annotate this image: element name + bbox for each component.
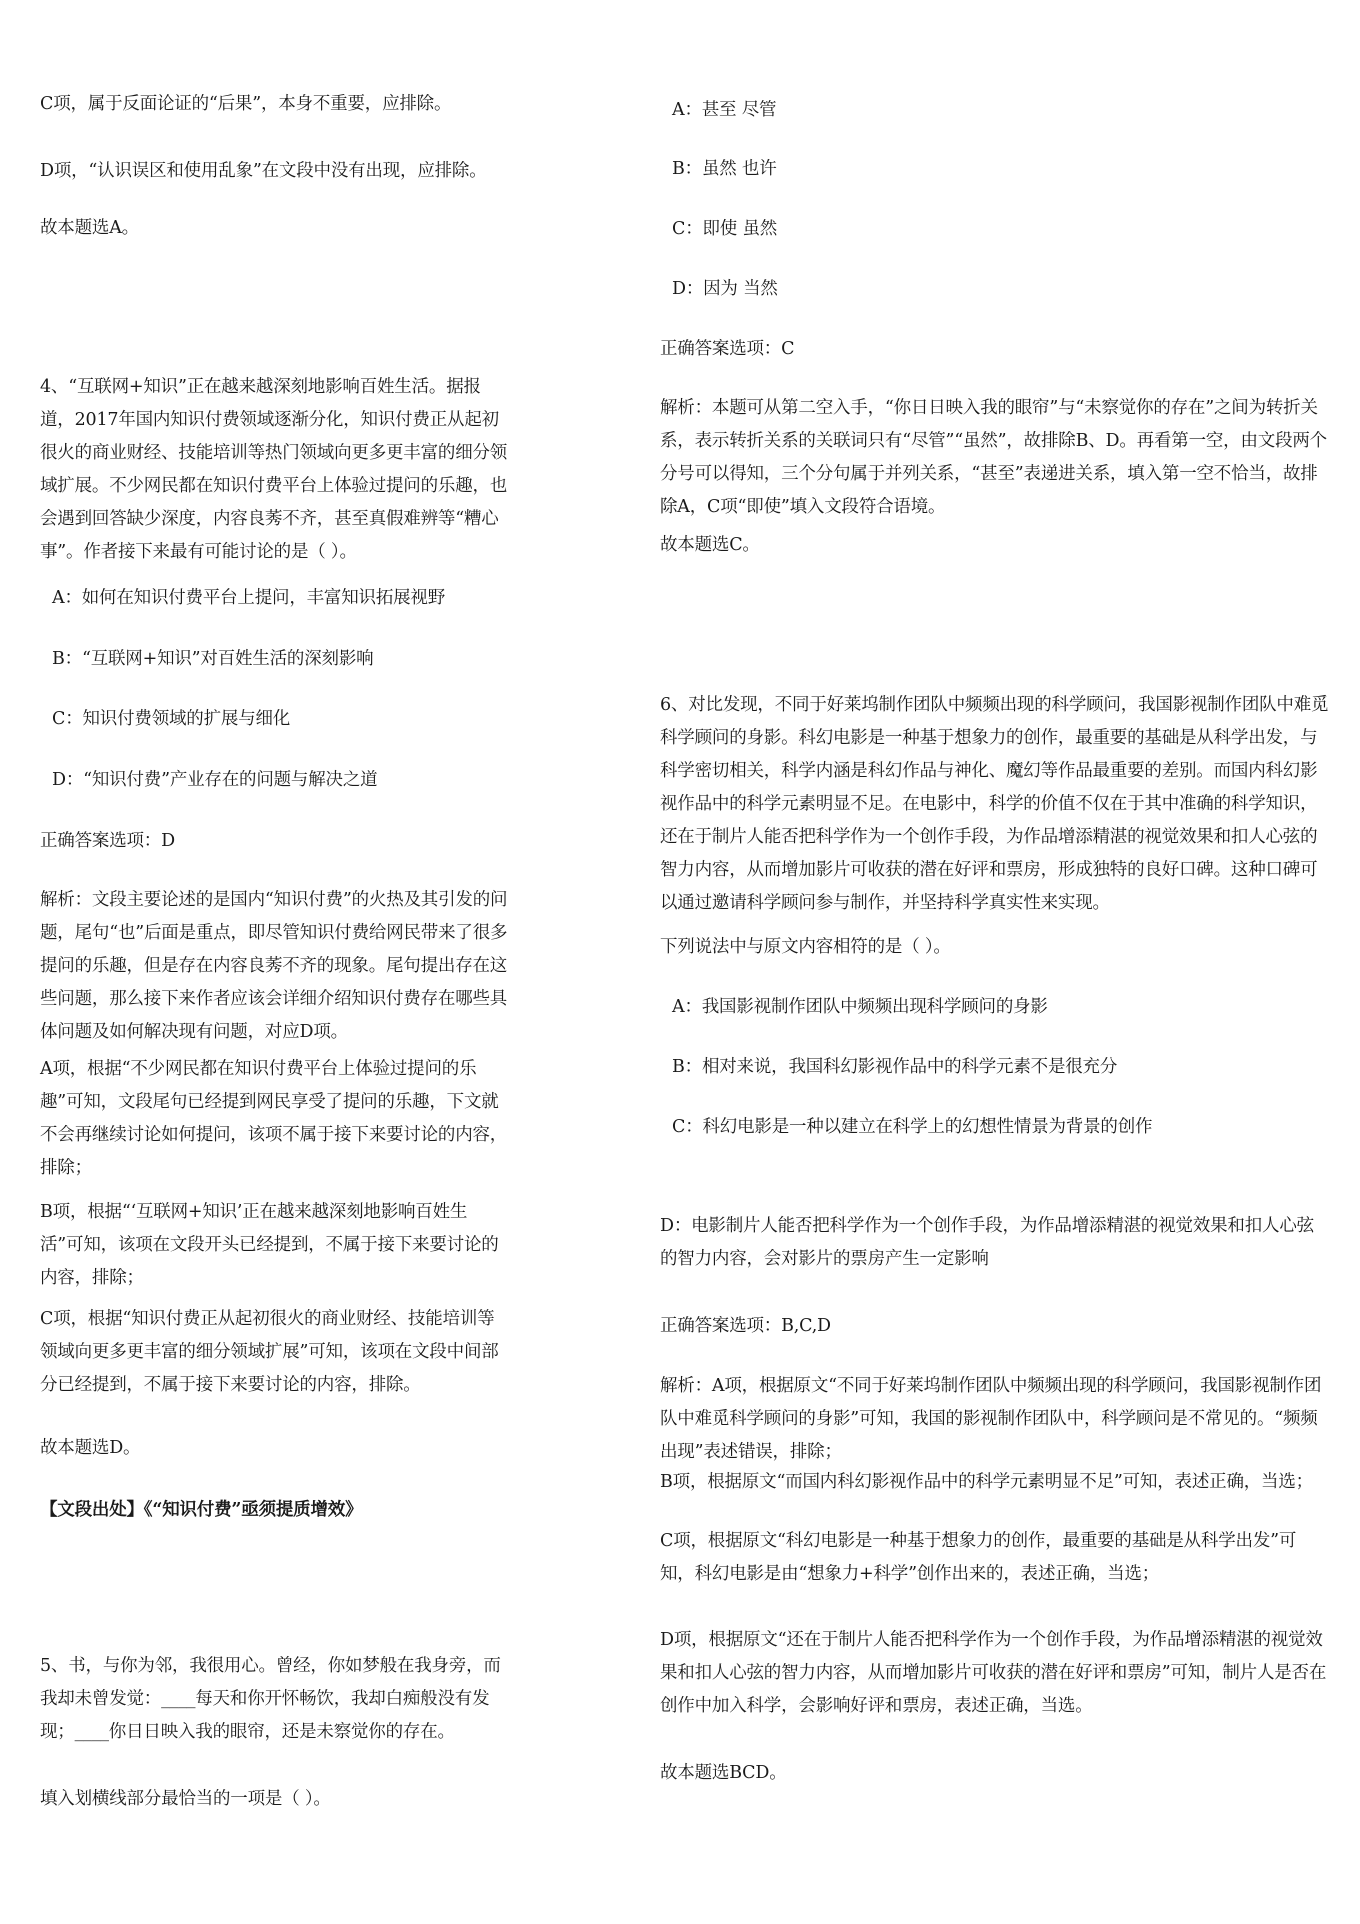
q4-option-a: A：如何在知识付费平台上提问，丰富知识拓展视野 — [52, 588, 446, 608]
q5-stem: 5、书，与你为邻，我很用心。曾经，你如梦般在我身旁，而我却未曾发觉：____每天和你开怀畅饮，我却白痴般没有发现；____你日日映入我的眼帘，还是未察觉你的存在。 — [40, 1656, 501, 1742]
q4-analysis: 解析：文段主要论述的是国内“知识付费”的火热及其引发的问题，尾句“也”后面是重点，即尽管知识付费给网民带来了很多提问的乐趣，但是存在内容良莠不齐的现象。尾句提出存在这些问题，那么接下来作者应该会详细介绍知识付费存在哪些具体问题及如何解决现有问题，对应D项。 — [40, 890, 508, 1042]
q5-conclusion: 故本题选C。 — [660, 535, 760, 555]
q6-option-a: A：我国影视制作团队中频频出现科学顾问的身影 — [672, 997, 1048, 1017]
q4-source: 【文段出处】《“知识付费”亟须提质增效》 — [40, 1500, 363, 1520]
q4-b-note: B项，根据“‘互联网+知识’正在越来越深刻地影响百姓生活”可知，该项在文段开头已经提到，不属于接下来要讨论的内容，排除； — [40, 1202, 499, 1288]
q5-answer: 正确答案选项：C — [660, 339, 795, 359]
q5-analysis: 解析：本题可从第二空入手，“你日日映入我的眼帘”与“未察觉你的存在”之间为转折关系，表示转折关系的关联词只有“尽管”“虽然”，故排除B、D。再看第一空，由文段两个分号可以得知，三个分句属于并列关系，“甚至”表递进关系，填入第一空不恰当，故排除A，C项“即使”填入文段符合语境。 — [660, 398, 1327, 517]
q5-option-b: B：虽然 也许 — [672, 159, 777, 179]
q4-stem: 4、“互联网+知识”正在越来越深刻地影响百姓生活。据报道，2017年国内知识付费领域逐渐分化，知识付费正从起初很火的商业财经、技能培训等热门领域向更多更丰富的细分领域扩展。不少网民都在知识付费平台上体验过提问的乐趣，也会遇到回答缺少深度，内容良莠不齐，甚至真假难辨等“糟心事”。作者接下来最有可能讨论的是（ ）。 — [40, 377, 508, 562]
q4-option-b: B：“互联网+知识”对百姓生活的深刻影响 — [52, 649, 374, 669]
q6-option-d: D：电影制片人能否把科学作为一个创作手段，为作品增添精湛的视觉效果和扣人心弦的智力内容，会对影片的票房产生一定影响 — [660, 1216, 1314, 1269]
q6-stem: 6、对比发现，不同于好莱坞制作团队中频频出现的科学顾问，我国影视制作团队中难觅科学顾问的身影。科幻电影是一种基于想象力的创作，最重要的基础是从科学出发，与科学密切相关，科学内涵是科幻作品与神化、魔幻等作品最重要的差别。而国内科幻影视作品中的科学元素明显不足。在电影中，科学的价值不仅在于其中准确的科学知识，还在于制片人能否把科学作为一个创作手段，为作品增添精湛的视觉效果和扣人心弦的智力内容，从而增加影片可收获的潜在好评和票房，形成独特的良好口碑。这种口碑可以通过邀请科学顾问参与制作，并坚持科学真实性来实现。 — [660, 695, 1329, 913]
q4-conclusion: 故本题选D。 — [40, 1438, 141, 1458]
q5-instruction: 填入划横线部分最恰当的一项是（ ）。 — [40, 1789, 331, 1809]
q4-option-c: C：知识付费领域的扩展与细化 — [52, 709, 291, 729]
q6-analysis-b: B项，根据原文“而国内科幻影视作品中的科学元素明显不足”可知，表述正确，当选； — [660, 1472, 1313, 1492]
q5-option-d: D：因为 当然 — [672, 279, 778, 299]
q4-a-note: A项，根据“不少网民都在知识付费平台上体验过提问的乐趣”可知，文段尾句已经提到网民享受了提问的乐趣，下文就不会再继续讨论如何提问，该项不属于接下来要讨论的内容，排除； — [40, 1059, 508, 1178]
q5-option-c: C：即使 虽然 — [672, 219, 778, 239]
q3-conclusion: 故本题选A。 — [40, 218, 139, 238]
q6-conclusion: 故本题选BCD。 — [660, 1763, 787, 1783]
q4-option-d: D：“知识付费”产业存在的问题与解决之道 — [52, 770, 378, 790]
left-paragraph-c-note: C项，属于反面论证的“后果”，本身不重要，应排除。 — [40, 94, 452, 114]
q6-analysis-a: 解析：A项，根据原文“不同于好莱坞制作团队中频频出现的科学顾问，我国影视制作团队中难觅科学顾问的身影”可知，我国的影视制作团队中，科学顾问是不常见的。“频频出现”表述错误，排除； — [660, 1376, 1322, 1462]
q6-option-b: B：相对来说，我国科幻影视作品中的科学元素不是很充分 — [672, 1057, 1118, 1077]
left-paragraph-d-note: D项，“认识误区和使用乱象”在文段中没有出现，应排除。 — [40, 161, 487, 181]
q5-option-a: A：甚至 尽管 — [672, 100, 777, 120]
q4-answer: 正确答案选项：D — [40, 831, 175, 851]
q4-c-note: C项，根据“知识付费正从起初很火的商业财经、技能培训等领域向更多更丰富的细分领域扩展”可知，该项在文段中间部分已经提到，不属于接下来要讨论的内容，排除。 — [40, 1309, 499, 1395]
q6-option-c: C：科幻电影是一种以建立在科学上的幻想性情景为背景的创作 — [672, 1117, 1153, 1137]
q6-analysis-c: C项，根据原文“科幻电影是一种基于想象力的创作，最重要的基础是从科学出发”可知，科幻电影是由“想象力+科学”创作出来的，表述正确，当选； — [660, 1531, 1297, 1584]
q6-instruction: 下列说法中与原文内容相符的是（ ）。 — [660, 937, 951, 957]
q6-analysis-d: D项，根据原文“还在于制片人能否把科学作为一个创作手段，为作品增添精湛的视觉效果和扣人心弦的智力内容，从而增加影片可收获的潜在好评和票房”可知，制片人是否在创作中加入科学，会影响好评和票房，表述正确，当选。 — [660, 1630, 1327, 1716]
q6-answer: 正确答案选项：B,C,D — [660, 1316, 831, 1336]
